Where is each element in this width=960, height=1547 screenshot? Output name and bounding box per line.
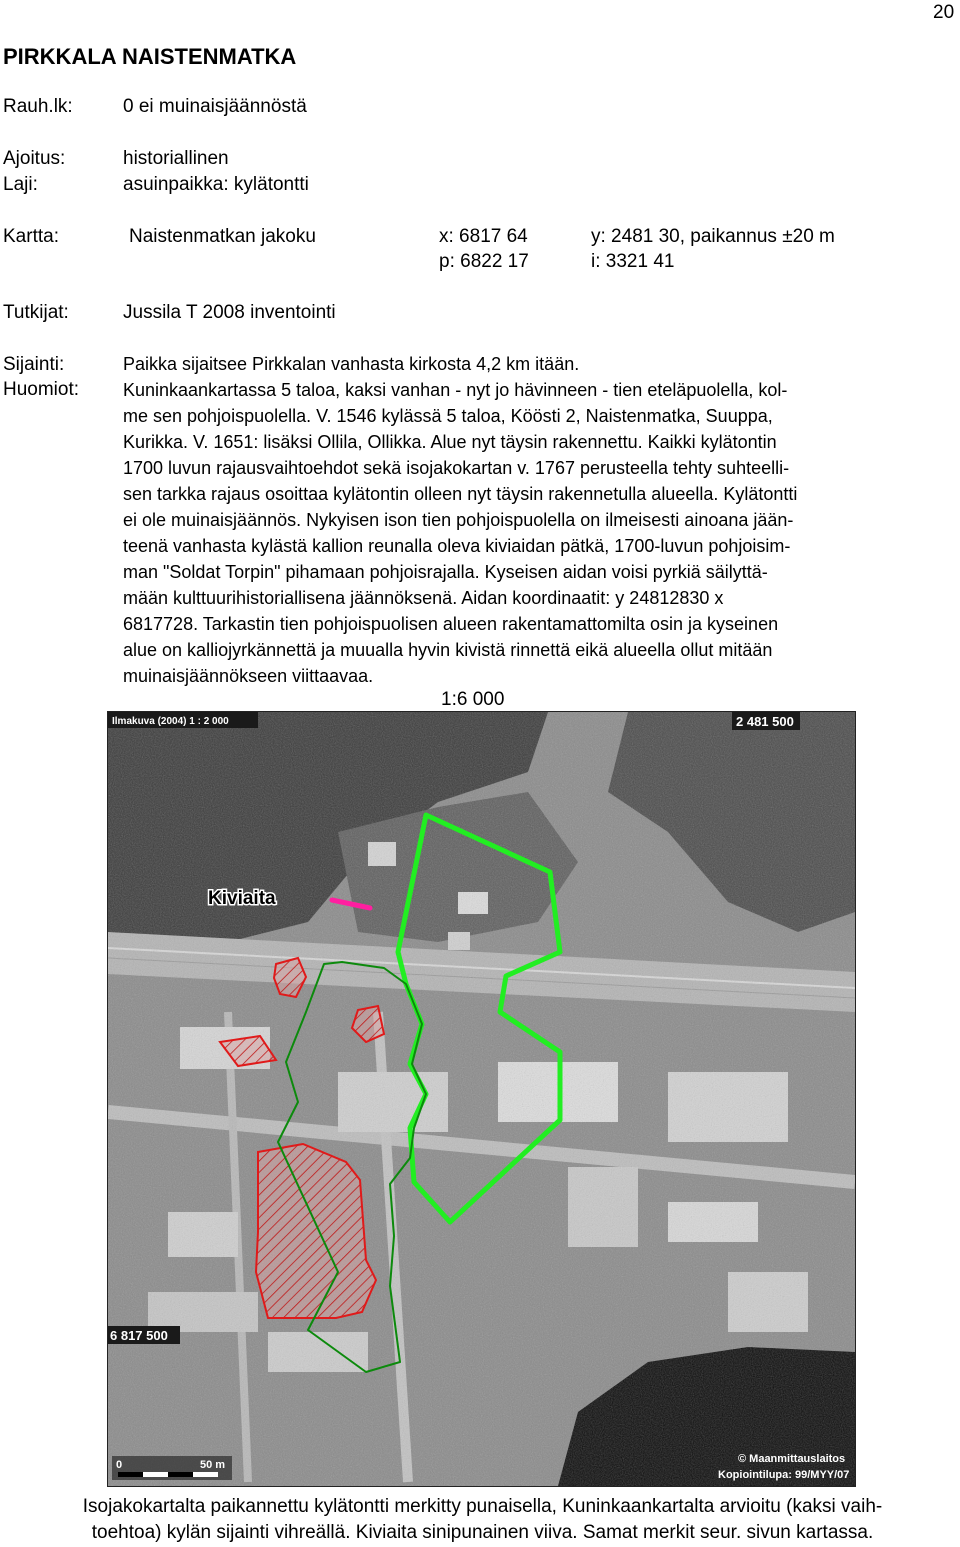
kiviaita-label: Kiviaita (208, 888, 276, 909)
sijainti-label: Sijainti: (3, 354, 65, 375)
body-line: man "Soldat Torpin" pihamaan pohjoisrajalla. Kyseisen aidan voisi pyrkiä säilyttä- (123, 562, 768, 582)
body-line: Paikka sijaitsee Pirkkalan vanhasta kirkosta 4,2 km itään. (123, 354, 580, 374)
map-caption (10, 1494, 955, 1546)
coordinate-top-label: 2 481 500 (736, 714, 794, 729)
body-line: sen tarkka rajaus osoittaa kylätontin olleen nyt täysin rakennetulla alueella. Kylätontti (123, 484, 798, 504)
body-line: alue on kalliojyrkännettä ja muualla hyvin kivistä rinnettä eikä alueella ollut mitään (123, 640, 773, 660)
tutkijat-label: Tutkijat: (3, 302, 69, 323)
laji-value: asuinpaikka: kylätontti (123, 174, 309, 195)
y-coordinate: y: 2481 30, paikannus ±20 m (591, 226, 835, 247)
body-line: Kurikka. V. 1651: lisäksi Ollila, Ollikka. Alue nyt täysin rakennettu. Kaikki kylätontin (123, 432, 777, 452)
kartta-label: Kartta: (3, 226, 59, 247)
page-title: PIRKKALA NAISTENMATKA (3, 44, 297, 69)
description-text (123, 351, 953, 689)
kartta-value: Naistenmatkan jakoku (129, 226, 316, 247)
ajoitus-label: Ajoitus: (3, 148, 66, 169)
copyright-label: © Maanmittauslaitos (738, 1453, 846, 1465)
i-coordinate: i: 3321 41 (591, 251, 675, 272)
map-scale-label: 1:6 000 (441, 689, 505, 710)
air-photo-label: Ilmakuva (2004) 1 : 2 000 (112, 716, 229, 727)
rauh-value: 0 ei muinaisjäännöstä (123, 96, 307, 117)
caption-line: Isojakokartalta paikannettu kylätontti merkitty punaisella, Kuninkaankartalta arvioitu (kaksi vaih- (82, 1496, 883, 1517)
coordinate-left-label: 6 817 500 (110, 1328, 168, 1343)
huomiot-label: Huomiot: (3, 379, 80, 400)
body-line: teenä vanhasta kylästä kallion reunalla oleva kiviaidan pätkä, 1700-luvun pohjoisim- (123, 536, 791, 556)
body-line: muinaisjäännökseen viittaavaa. (123, 666, 374, 686)
body-line: ei ole muinaisjäännös. Nykyisen ison tien pohjoispuolella on ilmeisesti ainoana jään- (123, 510, 794, 530)
page-number: 20 (933, 2, 955, 23)
ajoitus-value: historiallinen (123, 148, 229, 169)
x-coordinate: x: 6817 64 (439, 226, 528, 247)
scalebar-zero: 0 (116, 1459, 123, 1471)
caption-line: toehtoa) kylän sijainti vihreällä. Kiviaita sinipunainen viiva. Samat merkit seur. sivun kartassa. (91, 1522, 874, 1543)
license-label: Kopiointilupa: 99/MYY/07 (718, 1469, 850, 1481)
aerial-map (107, 711, 856, 1487)
body-line: 6817728. Tarkastin tien pohjoispuolisen alueen rakentamattomilta osin ja kyseinen (123, 614, 779, 634)
scalebar-end: 50 m (200, 1459, 226, 1471)
body-line: 1700 luvun rajausvaihtoehdot sekä isojakokartan v. 1767 perusteella tehty suhteelli- (123, 458, 790, 478)
p-coordinate: p: 6822 17 (439, 251, 529, 272)
body-line: mään kulttuurihistoriallisena jäännöksenä. Aidan koordinaatit: y 24812830 x (123, 588, 724, 608)
rauh-label: Rauh.lk: (3, 96, 73, 117)
aerial-map-svg (108, 712, 855, 1486)
tutkijat-value: Jussila T 2008 inventointi (123, 302, 336, 323)
laji-label: Laji: (3, 174, 38, 195)
body-line: Kuninkaankartassa 5 taloa, kaksi vanhan - nyt jo hävinneen - tien eteläpuolella, kol- (123, 380, 788, 400)
body-line: me sen pohjoispuolella. V. 1546 kylässä 5 taloa, Köösti 2, Naistenmatka, Suuppa, (123, 406, 773, 426)
